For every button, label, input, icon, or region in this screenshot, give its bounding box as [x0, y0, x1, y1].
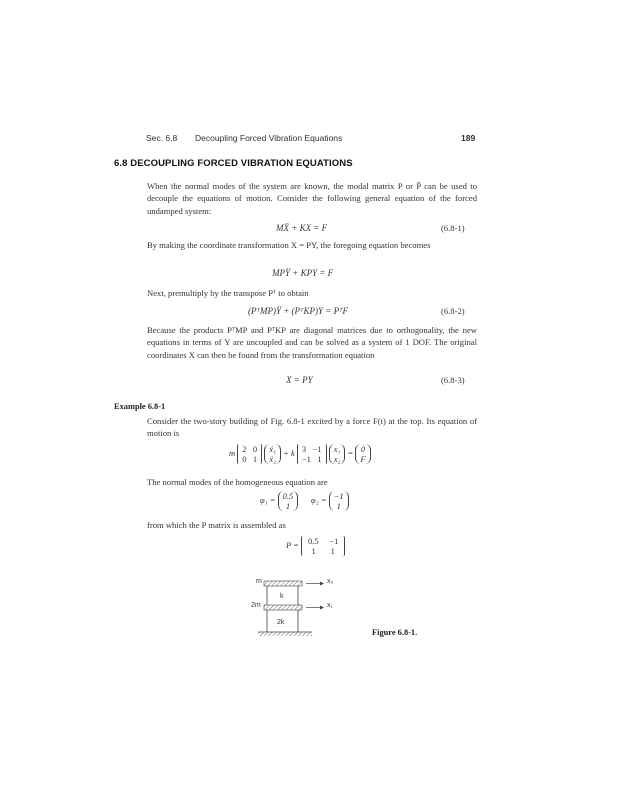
upper-stiffness-label: k — [280, 593, 284, 600]
example-paragraph-pmatrix: from which the P matrix is assembled as — [147, 520, 286, 530]
lower-stiffness-label: 2k — [277, 619, 285, 626]
ground-hatch — [258, 632, 312, 636]
section-title: 6.8 DECOUPLING FORCED VIBRATION EQUATIONS — [114, 158, 353, 169]
equation-6-8-2: (PᵀMP)Ÿ + (PᵀKP)Y = PᵀF — [248, 306, 349, 316]
equation-number-6-8-2: (6.8-2) — [441, 306, 465, 316]
paragraph-intro: When the normal modes of the system are known, the modal matrix P or P̃ can be used to decouple the equations of motion. Consider the following general equation of the forced undamped system: — [147, 181, 477, 216]
paragraph-premultiply: Next, premultiply by the transpose Pᵀ to obtain — [147, 288, 309, 298]
mass-matrix: 2 0 0 1 — [237, 444, 262, 464]
p-matrix-label: P = — [286, 539, 299, 550]
example-title: Example 6.8-1 — [114, 402, 166, 411]
stiffness-symbol: + k — [283, 447, 295, 458]
page-number: 189 — [461, 133, 476, 143]
force-vector: 0 F — [355, 444, 370, 464]
phi2-label: φ₂ = — [311, 494, 327, 505]
top-mass-label: m — [256, 578, 262, 585]
phi1-label: φ₁ = — [260, 494, 276, 505]
acceleration-vector: ẍ₁ ẍ₂ — [264, 444, 281, 464]
example-paragraph-intro: Consider the two-story building of Fig. 6.8-1 excited by a force F(t) at the top. Its equation of motion is — [147, 416, 477, 439]
phi1-vector: 0.5 1 — [278, 491, 299, 511]
x2-label: x₂ — [327, 578, 334, 585]
equation-number-6-8-1: (6.8-1) — [441, 223, 465, 233]
displacement-vector: x₁ x₂ — [329, 444, 346, 464]
x1-arrowhead — [320, 606, 324, 610]
example-equation-of-motion: m 2 0 0 1 ẍ₁ ẍ₂ + k 3 −1 −1 1 x₁ x₂ = 0 F — [229, 444, 371, 464]
lower-floor-slab — [264, 605, 302, 610]
lower-mass-label: 2m — [251, 602, 261, 609]
equation-number-6-8-3: (6.8-3) — [441, 375, 465, 385]
equation-6-8-3: X = PY — [286, 375, 313, 385]
equation-transformed: MPŸ + KPY = F — [272, 268, 334, 278]
mass-symbol: m — [229, 447, 236, 458]
figure-caption: Figure 6.8-1. — [372, 628, 418, 637]
stiffness-matrix: 3 −1 −1 1 — [297, 444, 327, 464]
paragraph-transformation: By making the coordinate transformation X = PY, the foregoing equation becomes — [147, 240, 431, 250]
example-paragraph-modes: The normal modes of the homogeneous equation are — [147, 477, 328, 487]
equation-6-8-1: MẌ + KX = F — [276, 223, 328, 233]
p-matrix-brackets: 0.5 −1 1 1 — [301, 536, 345, 556]
building-figure — [240, 575, 350, 655]
x2-arrowhead — [320, 582, 324, 586]
paragraph-orthogonality: Because the products PᵀMP and PᵀKP are diagonal matrices due to orthogonality, the new equations in terms of Y are uncoupled and can be solved as a system of 1 DOF. The original coordinates X can then be found from the transformation equation — [147, 325, 477, 360]
p-matrix — [286, 536, 345, 556]
running-header-title: Decoupling Forced Vibration Equations — [195, 133, 343, 143]
x1-label: x₁ — [327, 602, 333, 609]
running-header-section: Sec. 6.8 — [146, 133, 178, 143]
phi2-vector: −1 1 — [329, 491, 349, 511]
normal-modes — [260, 491, 349, 511]
top-floor-slab — [264, 581, 302, 586]
